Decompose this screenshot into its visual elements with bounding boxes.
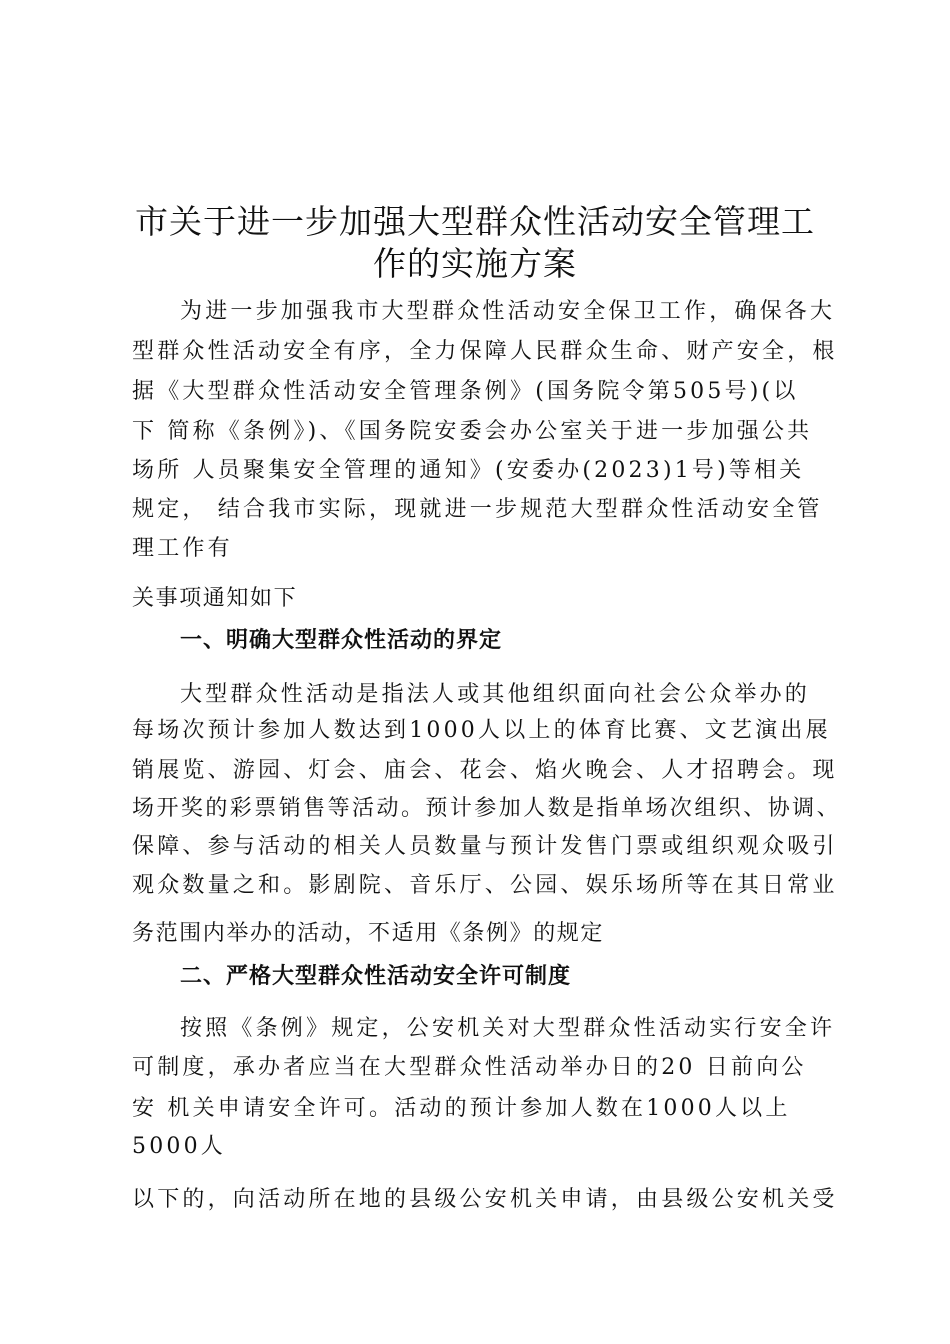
- intro-line-3: 据《大型群众性活动安全管理条例》(国务院令第505号)(以: [132, 379, 799, 404]
- section-2-heading: 二、严格大型群众性活动安全许可制度: [180, 964, 572, 989]
- document-title-line-2: 作的实施方案: [373, 244, 577, 283]
- section-1-line-6: 观众数量之和。影剧院、音乐厅、公园、娱乐场所等在其日常业: [132, 873, 838, 898]
- section-1-line-3: 销展览、游园、灯会、庙会、花会、焰火晚会、人才招聘会。现: [132, 758, 838, 783]
- section-1-line-2: 每场次预计参加人数达到1000人以上的体育比赛、文艺演出展: [132, 718, 831, 743]
- intro-line-1: 为进一步加强我市大型群众性活动安全保卫工作，确保各大: [180, 299, 836, 324]
- intro-line-5: 场所 人员聚集安全管理的通知》(安委办(2023)1号)等相关: [132, 458, 805, 483]
- intro-line-7: 理工作有: [132, 536, 233, 561]
- section-1-line-5: 保障、参与活动的相关人员数量与预计发售门票或组织观众吸引: [132, 834, 838, 859]
- document-title-line-1: 市关于进一步加强大型群众性活动安全管理工: [135, 202, 815, 241]
- section-1-line-7: 务范围内举办的活动，不适用《条例》的规定: [132, 921, 605, 946]
- section-2-line-1: 按照《条例》规定，公安机关对大型群众性活动实行安全许: [180, 1016, 836, 1041]
- section-1-line-1: 大型群众性活动是指法人或其他组织面向社会公众举办的: [180, 682, 811, 707]
- intro-line-6: 规定， 结合我市实际，现就进一步规范大型群众性活动安全管: [132, 497, 823, 522]
- intro-line-4: 下 简称《条例》)、《国务院安委会办公室关于进一步加强公共: [132, 419, 813, 444]
- section-1-heading: 一、明确大型群众性活动的界定: [180, 628, 503, 653]
- section-2-line-5: 以下的，向活动所在地的县级公安机关申请，由县级公安机关受: [132, 1187, 838, 1212]
- intro-line-8: 关事项通知如下: [132, 586, 298, 611]
- section-2-line-2: 可制度，承办者应当在大型群众性活动举办日的20 日前向公: [132, 1055, 807, 1080]
- intro-line-2: 型群众性活动安全有序，全力保障人民群众生命、财产安全，根: [132, 339, 838, 364]
- section-2-line-4: 5000人: [132, 1134, 226, 1159]
- section-2-line-3: 安 机关申请安全许可。活动的预计参加人数在1000人以上: [132, 1096, 791, 1121]
- section-1-line-4: 场开奖的彩票销售等活动。预计参加人数是指单场次组织、协调、: [132, 796, 842, 821]
